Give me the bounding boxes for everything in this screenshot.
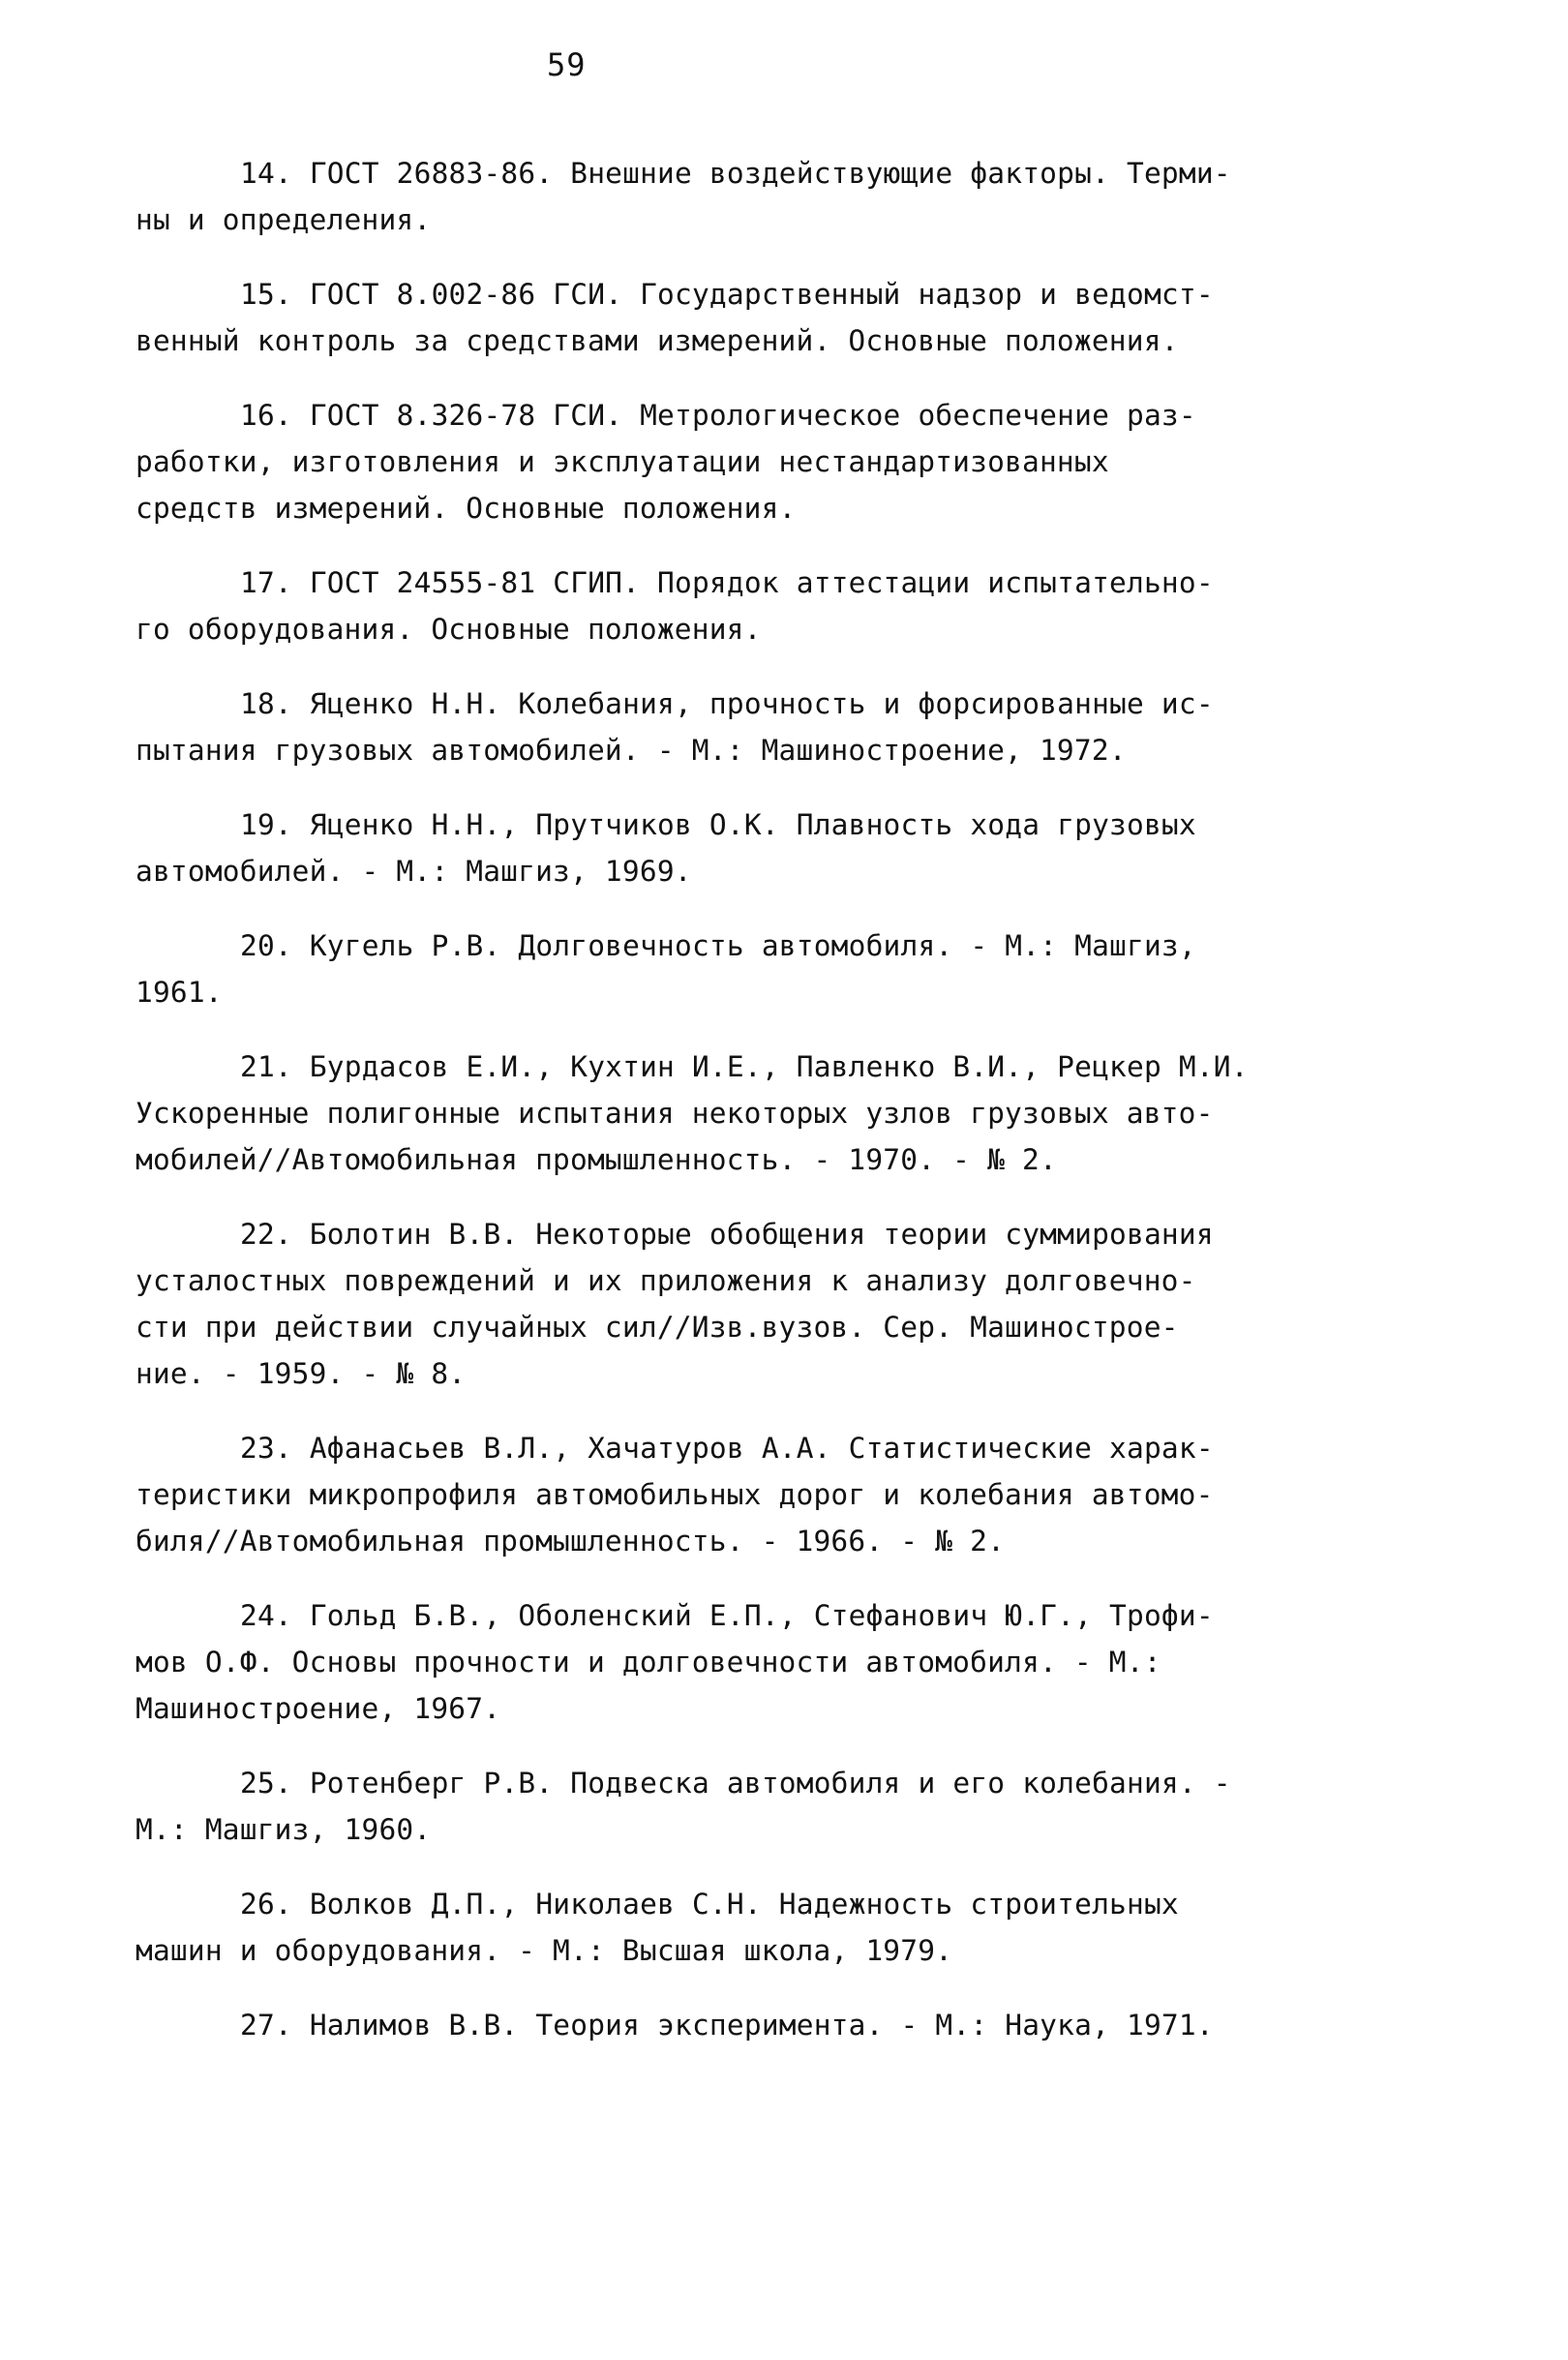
reference-line: пытания грузовых автомобилей. - М.: Машиностроение, 1972. xyxy=(136,734,1127,767)
reference-line: М.: Машгиз, 1960. xyxy=(136,1813,432,1846)
reference-line: автомобилей. - М.: Машгиз, 1969. xyxy=(136,855,692,888)
reference-line: 23. Афанасьев В.Л., Хачатуров А.А. Статистические харак- xyxy=(240,1432,1214,1465)
reference-entry xyxy=(136,923,1278,1015)
reference-line: биля//Автомобильная промышленность. - 1966. - № 2. xyxy=(136,1525,1006,1558)
reference-entry xyxy=(136,1760,1278,1853)
reference-entry xyxy=(136,392,1278,531)
reference-line: усталостных повреждений и их приложения к анализу долговечно- xyxy=(136,1264,1196,1297)
reference-entry xyxy=(136,802,1278,894)
reference-entry xyxy=(136,150,1278,243)
reference-entry xyxy=(136,1044,1278,1183)
reference-line: 27. Налимов В.В. Теория эксперимента. - М.: Наука, 1971. xyxy=(240,2009,1214,2042)
reference-line: 1961. xyxy=(136,976,223,1009)
reference-line: мов О.Ф. Основы прочности и долговечности автомобиля. - М.: xyxy=(136,1646,1161,1679)
reference-line: 25. Ротенберг Р.В. Подвеска автомобиля и его колебания. - xyxy=(240,1767,1231,1800)
reference-line: машин и оборудования. - М.: Высшая школа, 1979. xyxy=(136,1934,953,1967)
reference-line: 17. ГОСТ 24555-81 СГИП. Порядок аттестации испытательно- xyxy=(240,566,1214,599)
reference-entry xyxy=(136,1425,1278,1564)
reference-line: средств измерений. Основные положения. xyxy=(136,492,797,525)
page-number: 59 xyxy=(547,46,587,83)
reference-line: 16. ГОСТ 8.326-78 ГСИ. Метрологическое обеспечение раз- xyxy=(240,399,1196,432)
reference-entry xyxy=(136,2002,1278,2048)
reference-line: 24. Гольд Б.В., Оболенский Е.П., Стефанович Ю.Г., Трофи- xyxy=(240,1599,1214,1632)
reference-entry xyxy=(136,1211,1278,1397)
reference-line: 19. Яценко Н.Н., Прутчиков О.К. Плавность хода грузовых xyxy=(240,808,1196,841)
reference-line: 26. Волков Д.П., Николаев С.Н. Надежность строительных xyxy=(240,1888,1179,1921)
reference-entry xyxy=(136,271,1278,364)
reference-line: ние. - 1959. - № 8. xyxy=(136,1357,467,1390)
reference-entry xyxy=(136,560,1278,652)
reference-line: 22. Болотин В.В. Некоторые обобщения теории суммирования xyxy=(240,1218,1214,1251)
reference-entry xyxy=(136,1881,1278,1974)
reference-entry xyxy=(136,681,1278,773)
reference-entry xyxy=(136,1592,1278,1732)
reference-line: Машиностроение, 1967. xyxy=(136,1692,501,1725)
reference-line: Ускоренные полигонные испытания некоторых узлов грузовых авто- xyxy=(136,1097,1214,1130)
reference-line: венный контроль за средствами измерений. Основные положения. xyxy=(136,324,1179,357)
reference-line: 18. Яценко Н.Н. Колебания, прочность и форсированные ис- xyxy=(240,687,1214,720)
reference-line: 15. ГОСТ 8.002-86 ГСИ. Государственный надзор и ведомст- xyxy=(240,278,1214,311)
reference-line: 20. Кугель Р.В. Долговечность автомобиля. - М.: Машгиз, xyxy=(240,929,1196,962)
reference-line: ны и определения. xyxy=(136,203,432,236)
reference-list xyxy=(136,150,1278,2076)
reference-line: 14. ГОСТ 26883-86. Внешние воздействующие факторы. Терми- xyxy=(240,157,1231,190)
reference-line: го оборудования. Основные положения. xyxy=(136,613,762,646)
reference-line: 21. Бурдасов Е.И., Кухтин И.Е., Павленко В.И., Рецкер М.И. xyxy=(240,1050,1249,1083)
reference-line: мобилей//Автомобильная промышленность. - 1970. - № 2. xyxy=(136,1143,1057,1176)
reference-line: теристики микропрофиля автомобильных дорог и колебания автомо- xyxy=(136,1478,1214,1511)
reference-line: работки, изготовления и эксплуатации нестандартизованных xyxy=(136,445,1109,478)
reference-line: сти при действии случайных сил//Изв.вузов. Сер. Машинострое- xyxy=(136,1311,1179,1344)
